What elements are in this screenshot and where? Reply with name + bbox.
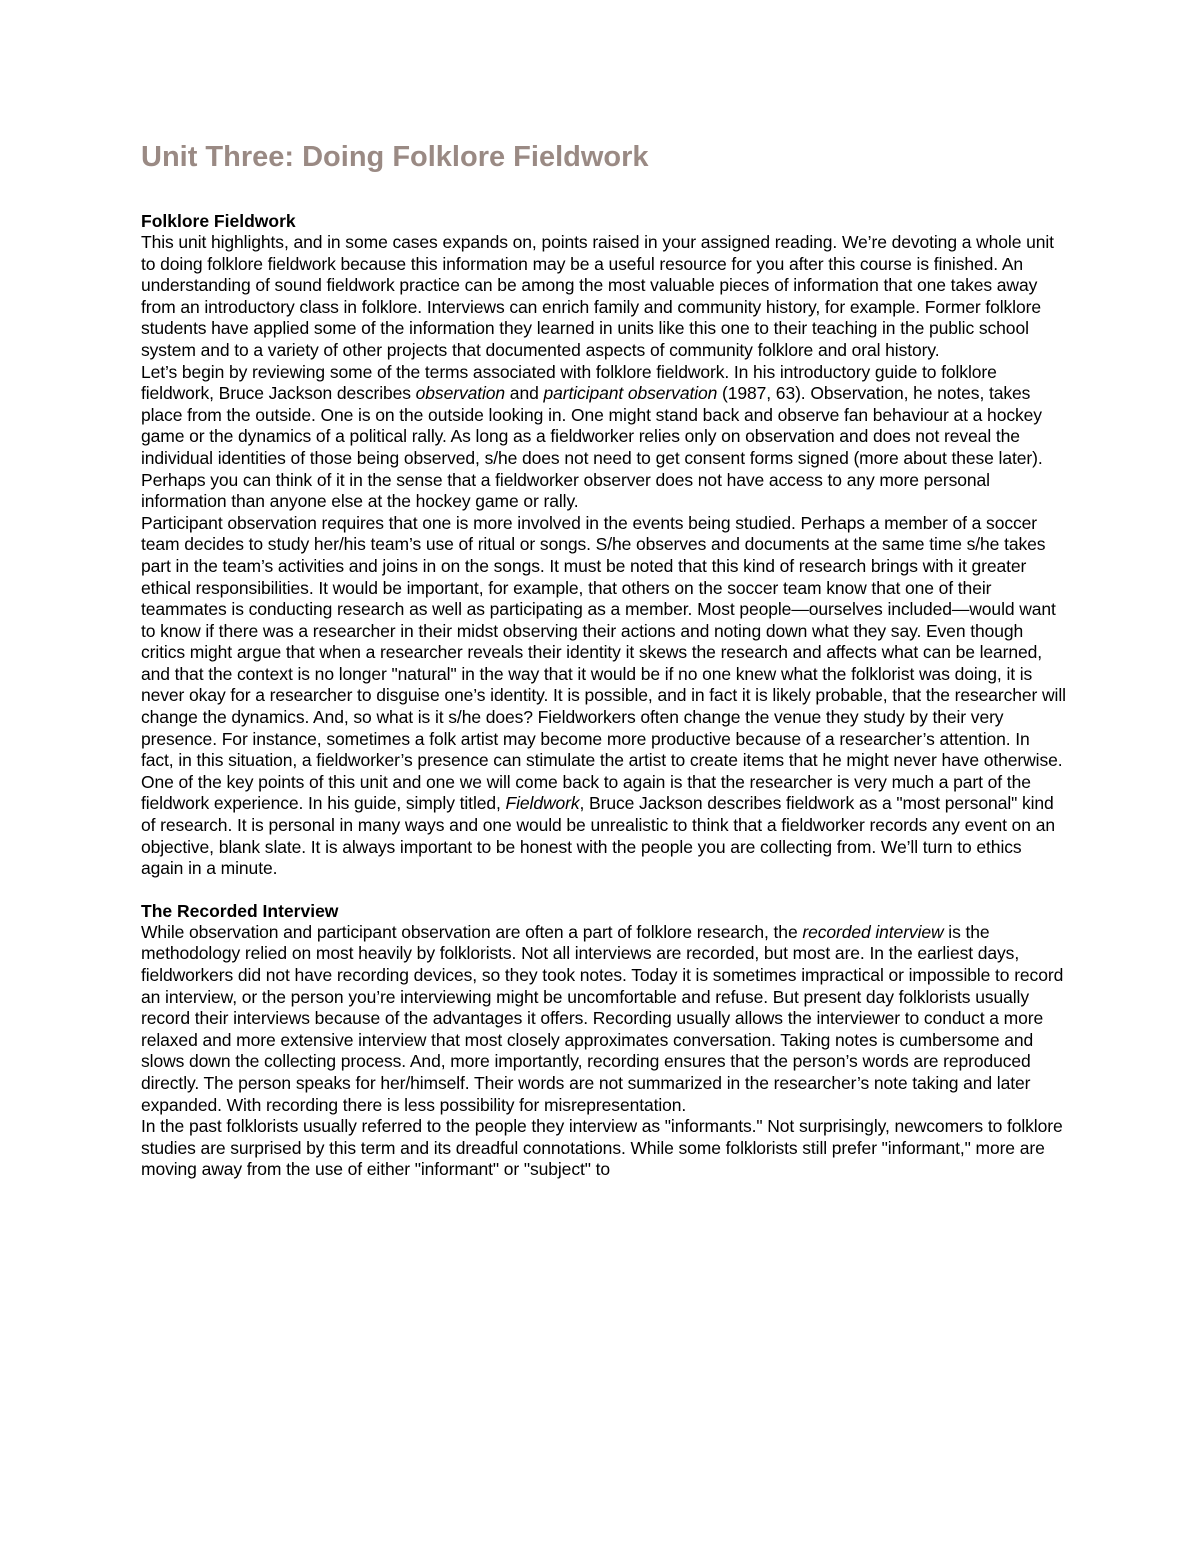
paragraph-text: is the methodology relied on most heavily by folklorists. Not all interviews are recorded, but most are. In the earliest days, fieldworkers did not have recording devices, so they took notes. Today it is sometimes impractical or impossible to record an interview, or the person you’re interviewing might be uncomfortable and refuse. But present day folklorists usually record their interviews because of the advantages it offers. Recording usually allows the interviewer to conduct a more relaxed and more extensive interview that most closely approximates conversation. Taking notes is cumbersome and slows down the collecting process. And, more importantly, recording ensures that the person’s words are reproduced directly. The person speaks for her/himself. Their words are not summarized in the researcher’s note taking and later expanded. With recording there is less possibility for misrepresentation.	[141, 921, 1064, 1115]
emphasis-book-title: Fieldwork	[505, 793, 580, 814]
paragraph-participant-observation	[141, 513, 1066, 880]
paragraph-text: Let’s begin by reviewing some of the terms associated with folklore fieldwork. In his introductory guide to folklore fieldwork, Bruce Jackson describes	[141, 361, 997, 404]
document-page	[141, 138, 1066, 1181]
paragraph-text: , Bruce Jackson describes fieldwork as a "most personal" kind of research. It is personal in many ways and one would be unrealistic to think that a fieldworker records any event on an objective, blank slate. It is always important to be honest with the people you are collecting from. We’ll turn to ethics again in a minute.	[141, 793, 1055, 879]
paragraph-text: and	[505, 383, 544, 404]
paragraph-observation	[141, 362, 1066, 513]
paragraph-text: While observation and participant observation are often a part of folklore research, the	[141, 921, 803, 942]
emphasis-term: participant observation	[543, 383, 718, 404]
paragraph-informants: In the past folklorists usually referred to the people they interview as "informants." Not surprisingly, newcomers to folklore studies are surprised by this term and its dreadful connotations. While some folklorists still prefer "informant," more are moving away from the use of either "informant" or "subject" to	[141, 1116, 1063, 1180]
section-heading-recorded-interview: The Recorded Interview	[141, 900, 339, 921]
paragraph-recorded-interview	[141, 922, 1066, 1116]
page-title: Unit Three: Doing Folklore Fieldwork	[141, 141, 649, 173]
paragraph-text: (1987, 63). Observation, he notes, takes place from the outside. One is on the outside looking in. One might stand back and observe fan behaviour at a hockey game or the dynamics of a political rally. As long as a fieldworker relies only on observation and does not reveal the individual identities of those being observed, s/he does not need to get consent forms signed (more about these later). Perhaps you can think of it in the sense that a fieldworker observer does not have access to any more personal information than anyone else at the hockey game or rally.	[141, 383, 1043, 512]
emphasis-term: observation	[415, 383, 506, 404]
paragraph-text: Participant observation requires that one is more involved in the events being studied. Perhaps a member of a soccer team decides to study her/his team’s use of ritual or songs. S/he observes and documents at the same time s/he takes part in the team’s activities and joins in on the songs. It must be noted that this kind of research brings with it greater ethical responsibilities. It would be important, for example, that others on the soccer team know that one of their teammates is conducting research as well as participating as a member. Most people—ourselves included—would want to know if there was a researcher in their midst observing their actions and noting down what they say. Even though critics might argue that when a researcher reveals their identity it skews the research and affects what can be learned, and that the context is no longer "natural" in the way that it would be if no one knew what the folklorist was doing, it is never okay for a researcher to disguise one’s identity. It is possible, and in fact it is likely probable, that the researcher will change the dynamics. And, so what is it s/he does? Fieldworkers often change the venue they study by their very presence. For instance, sometimes a folk artist may become more productive because of a researcher’s attention. In fact, in this situation, a fieldworker’s presence can stimulate the artist to create items that he might never have otherwise. One of the key points of this unit and one we will come back to again is that the researcher is very much a part of the fieldwork experience. In his guide, simply titled,	[141, 512, 1066, 814]
paragraph-unit-intro: This unit highlights, and in some cases expands on, points raised in your assigned reading. We’re devoting a whole unit to doing folklore fieldwork because this information may be a useful resource for you after this course is finished. An understanding of sound fieldwork practice can be among the most valuable pieces of information that one takes away from an introductory class in folklore. Interviews can enrich family and community history, for example. Former folklore students have applied some of the information they learned in units like this one to their teaching in the public school system and to a variety of other projects that documented aspects of community folklore and oral history.	[141, 232, 1054, 360]
section-heading-folklore-fieldwork: Folklore Fieldwork	[141, 211, 296, 231]
emphasis-term: recorded interview	[802, 921, 944, 942]
